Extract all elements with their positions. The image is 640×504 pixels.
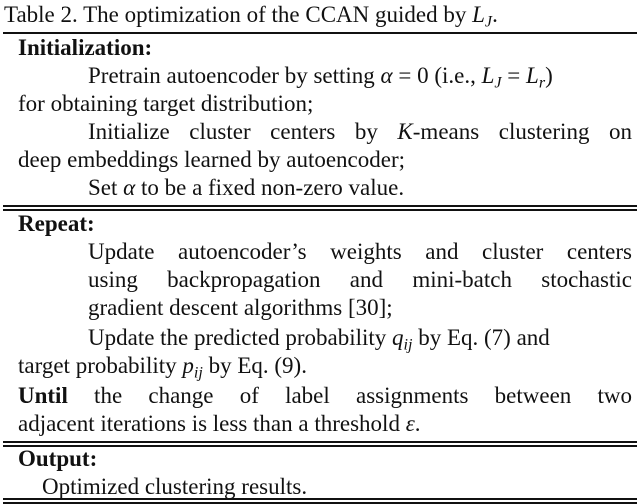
output-line: Optimized clustering results. [42,474,308,499]
until-line2: adjacent iterations is less than a threshold ε. [18,411,421,436]
init-step-kmeans-line2: deep embeddings learned by autoencoder; [18,147,406,172]
repeat-step-update-prob-line2: target probability $p_{ij}$ by Eq. (9). [18,353,307,382]
repeat-step-update-weights-line2: using backpropagation and mini-batch stochastic [88,267,632,292]
until-line1: Until the change of label assignments between two [18,383,632,408]
repeat-step-update-prob-line1: Update the predicted probability $q_{ij}$ by Eq. (7) and [88,325,550,354]
initialization-heading: Initialization: [18,35,153,60]
bottom-rule [3,498,637,504]
init-step-pretrain-line2: for obtaining target distribution; [18,91,314,116]
until-keyword: Until [18,383,68,408]
repeat-heading: Repeat: [18,211,95,236]
init-step-pretrain-line1: Pretrain autoencoder by setting α = 0 (i.e., $L_J = L_r$) [88,63,553,92]
table-caption: Table 2. The optimization of the CCAN guided by $L_J$. [4,2,498,31]
section-divider-1 [3,205,637,211]
repeat-step-update-weights-line3: gradient descent algorithms [30]; [88,295,393,320]
section-divider-2 [3,441,637,447]
repeat-step-update-weights-line1: Update autoencoder’s weights and cluster centers [88,239,632,264]
init-step-set-alpha: Set α to be a fixed non-zero value. [88,175,405,200]
output-heading: Output: [18,446,98,471]
init-step-kmeans-line1: Initialize cluster centers by K-means clustering on [88,119,632,144]
